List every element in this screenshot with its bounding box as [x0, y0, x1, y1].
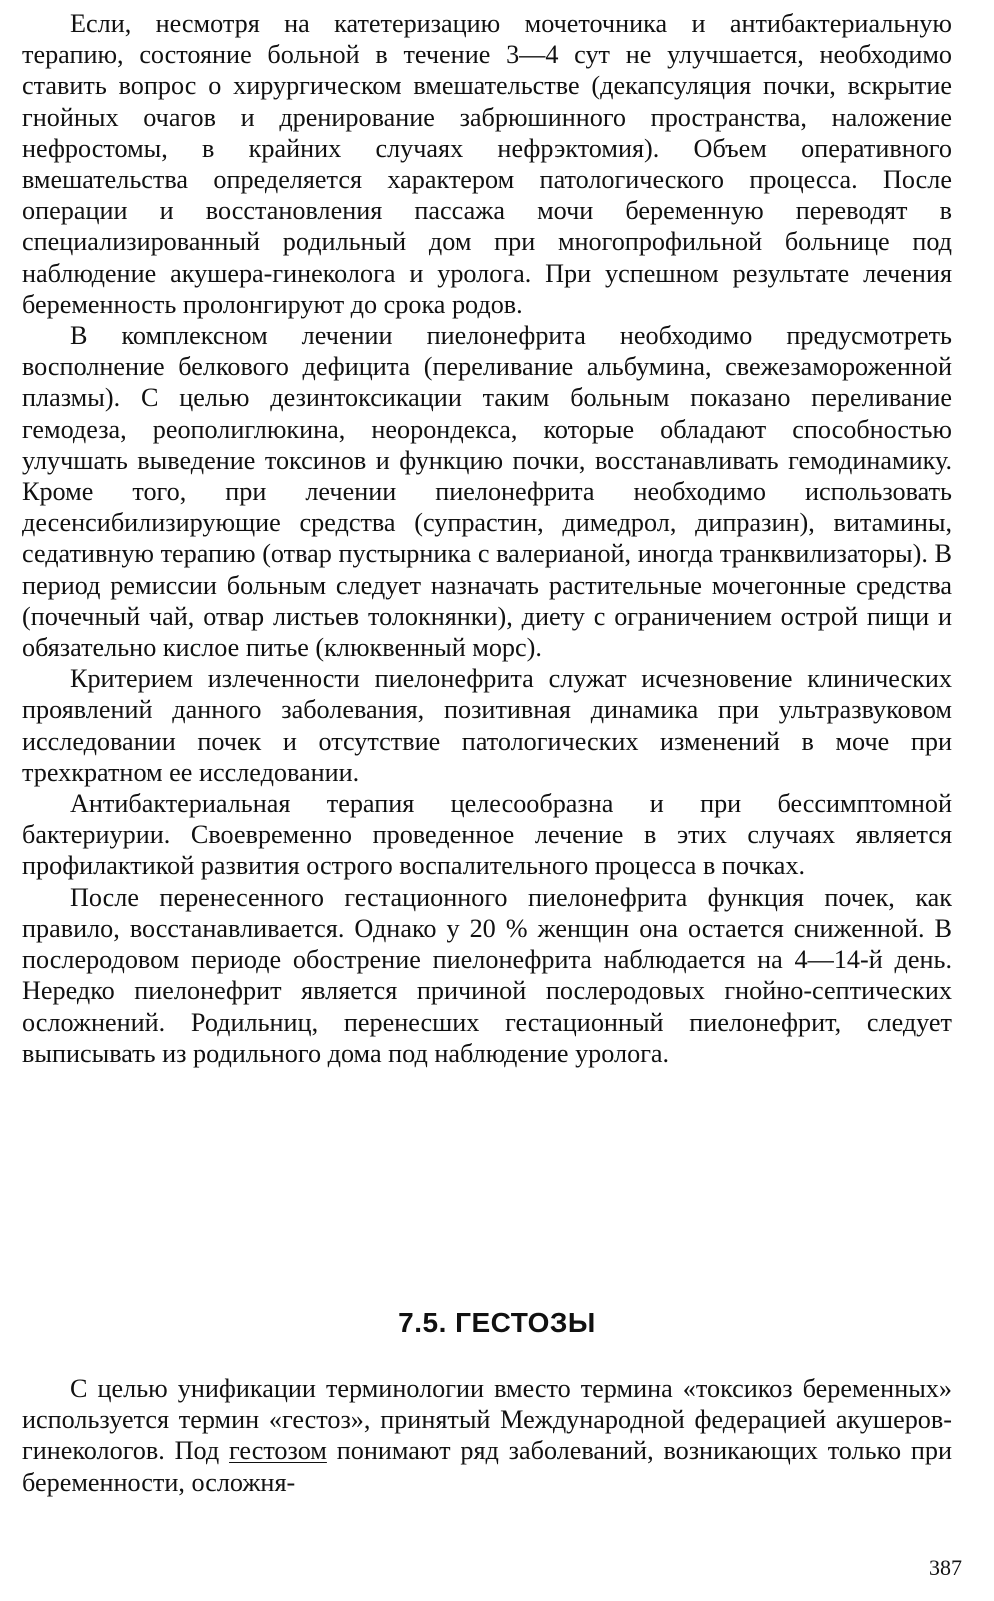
paragraph-1: Если, несмотря на катетеризацию мочеточника и антибактериальную терапию, состояние больной в течение 3—4 сут не улучшается, необходимо ставить вопрос о хирургическом вмешательстве (декапсуляция почки, вскрытие гнойных очагов и дренирование забрюшинного пространства, наложение нефростомы, в крайних случаях нефрэктомия). Объем оперативного вмешательства определяется характером патологического процесса. После операции и восстановления пассажа мочи беременную переводят в специализированный родильный дом при многопрофильной больнице под наблюдение акушера-гинеколога и уролога. При успешном результате лечения беременность пролонгируют до срока родов.	[22, 9, 952, 319]
intro-term-gestoz: гестозом	[229, 1436, 327, 1466]
paragraph-2: В комплексном лечении пиелонефрита необходимо предусмотреть восполнение белкового дефицита (переливание альбумина, свежезамороженной плазмы). С целью дезинтоксикации таким больным показано переливание гемодеза, реополиглюкина, неорондекса, которые обладают способностью улучшать выведение токсинов и функцию почки, восстанавливать гемодинамику. Кроме того, при лечении пиелонефрита необходимо использовать десенсибилизирующие средства (супрастин, димедрол, дипразин), витамины, седативную терапию (отвар пустырника с валерианой, иногда транквилизаторы). В период ремиссии больным следует назначать растительные мочегонные средства (почечный чай, отвар листьев толокнянки), диету с ограничением острой пищи и обязательно кислое питье (клюквенный морс).	[22, 321, 952, 663]
section-intro-paragraph	[22, 1373, 952, 1498]
body-text	[22, 8, 952, 1069]
paragraph-3: Критерием излеченности пиелонефрита служат исчезновение клинических проявлений данного заболевания, позитивная динамика при ультразвуковом исследовании почек и отсутствие патологических изменений в моче при трехкратном ее исследовании.	[22, 664, 952, 787]
intro-text-after: понимают ряд заболеваний, возникающих только при беременности, осложня-	[22, 1436, 952, 1497]
section-heading: 7.5. ГЕСТОЗЫ	[398, 1307, 596, 1338]
page-number: 387	[929, 1555, 962, 1580]
paragraph-4: Антибактериальная терапия целесообразна и при бессимптомной бактериурии. Своевременно проведенное лечение в этих случаях является профилактикой развития острого воспалительного процесса в почках.	[22, 789, 952, 881]
paragraph-5: После перенесенного гестационного пиелонефрита функция почек, как правило, восстанавливается. Однако у 20 % женщин она остается сниженной. В послеродовом периоде обострение пиелонефрита наблюдается на 4—14-й день. Нередко пиелонефрит является причиной послеродовых гнойно-септических осложнений. Родильниц, перенесших гестационный пиелонефрит, следует выписывать из родильного дома под наблюдение уролога.	[22, 882, 952, 1068]
intro-text-before: С целью унификации терминологии вместо термина «токсикоз беременных» используется термин «гестоз», принятый Международной федерацией акушеров-гинекологов. Под	[22, 1374, 952, 1466]
section-intro	[22, 1373, 952, 1498]
